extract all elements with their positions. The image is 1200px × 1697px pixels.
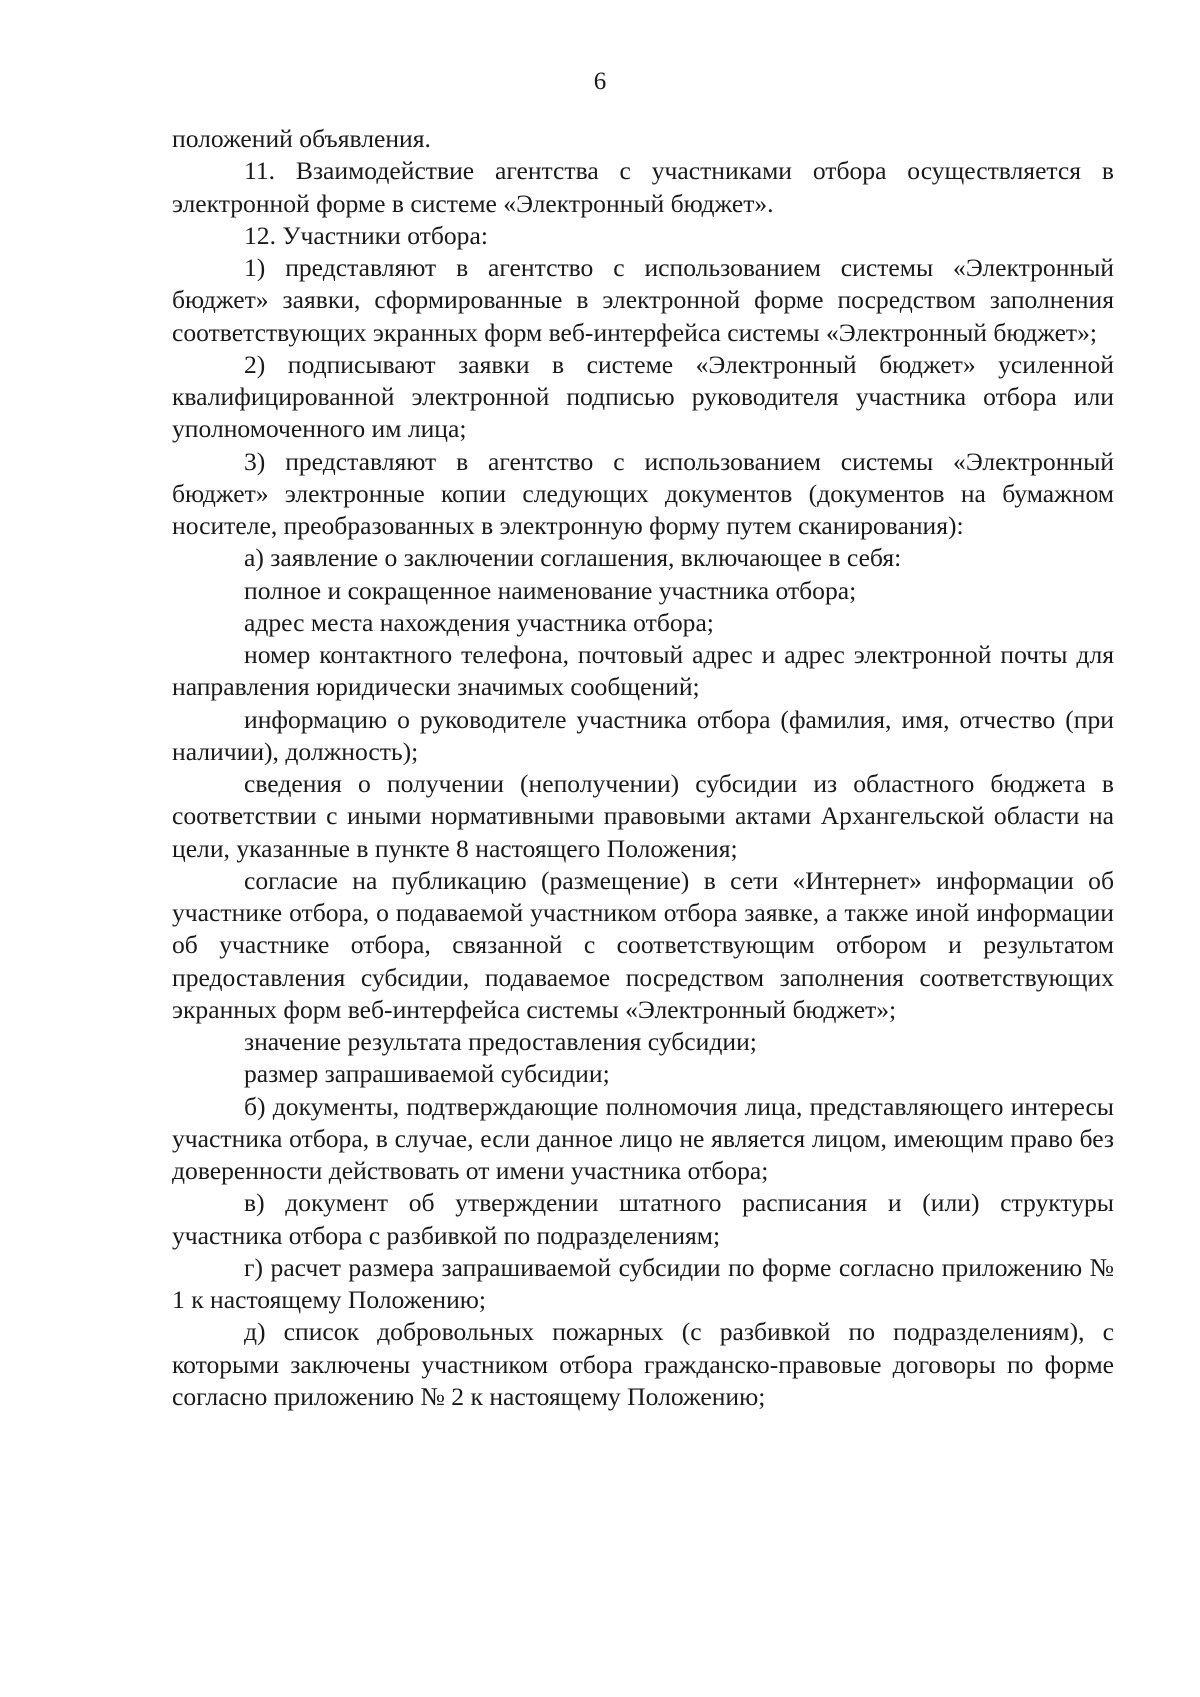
paragraph: положений объявления. (172, 124, 431, 153)
paragraph: б) документы, подтверждающие полномочия лица, представляющего интересы участника отбора, в случае, если данное лицо не является лицом, имеющим право без доверенности действовать от имени участника отбора; (172, 1091, 1114, 1185)
paragraph: полное и сокращенное наименование участника отбора; (244, 575, 857, 605)
paragraph: значение результата предоставления субсидии; (244, 1027, 757, 1056)
paragraph: адрес места нахождения участника отбора; (244, 607, 714, 637)
paragraph: 3) представляют в агентство с использованием системы «Электронный бюджет» электронные копии следующих документов (документов на бумажном носителе, преобразованных в электронную форму путем сканирования): (172, 446, 1114, 540)
paragraph: а) заявление о заключении соглашения, включающее в себя: (244, 543, 902, 573)
paragraph: информацию о руководителе участника отбора (фамилия, имя, отчество (при наличии), должность); (172, 704, 1114, 766)
paragraph: размер запрашиваемой субсидии; (244, 1059, 610, 1089)
paragraph: 2) подписывают заявки в системе «Электронный бюджет» усиленной квалифицированной электронной подписью руководителя участника отбора или уполномоченного им лица; (172, 349, 1114, 444)
paragraph: согласие на публикацию (размещение) в сети «Интернет» информации об участнике отбора, о подаваемой участником отбора заявке, а также иной информации об участнике отбора, связанной с соответствующим отбором и результатом предоставления субсидии, подаваемое посредством заполнения соответствующих экранных форм веб-интерфейса системы «Электронный бюджет»; (172, 865, 1114, 1024)
paragraph: 12. Участники отбора: (244, 220, 488, 250)
paragraph: д) список добровольных пожарных (с разбивкой по подразделениям), с которыми заключены участником отбора гражданско-правовые договоры по форме согласно приложению № 2 к настоящему Положению; (172, 1317, 1114, 1411)
document-body (172, 123, 1114, 1413)
paragraph: г) расчет размера запрашиваемой субсидии по форме согласно приложению № 1 к настоящему Положению; (172, 1252, 1114, 1314)
paragraph: 1) представляют в агентство с использованием системы «Электронный бюджет» заявки, сформированные в электронной форме посредством заполнения соответствующих экранных форм веб-интерфейса системы «Электронный бюджет»; (172, 253, 1114, 347)
paragraph: сведения о получении (неполучении) субсидии из областного бюджета в соответствии с иными нормативными правовыми актами Архангельской области на цели, указанные в пункте 8 настоящего Положения; (172, 769, 1114, 863)
paragraph: 11. Взаимодействие агентства с участниками отбора осуществляется в электронной форме в системе «Электронный бюджет». (172, 156, 1114, 218)
paragraph: в) документ об утверждении штатного расписания и (или) структуры участника отбора с разбивкой по подразделениям; (172, 1188, 1114, 1250)
page-number: 6 (593, 68, 607, 95)
paragraph: номер контактного телефона, почтовый адрес и адрес электронной почты для направления юридически значимых сообщений; (172, 640, 1114, 702)
